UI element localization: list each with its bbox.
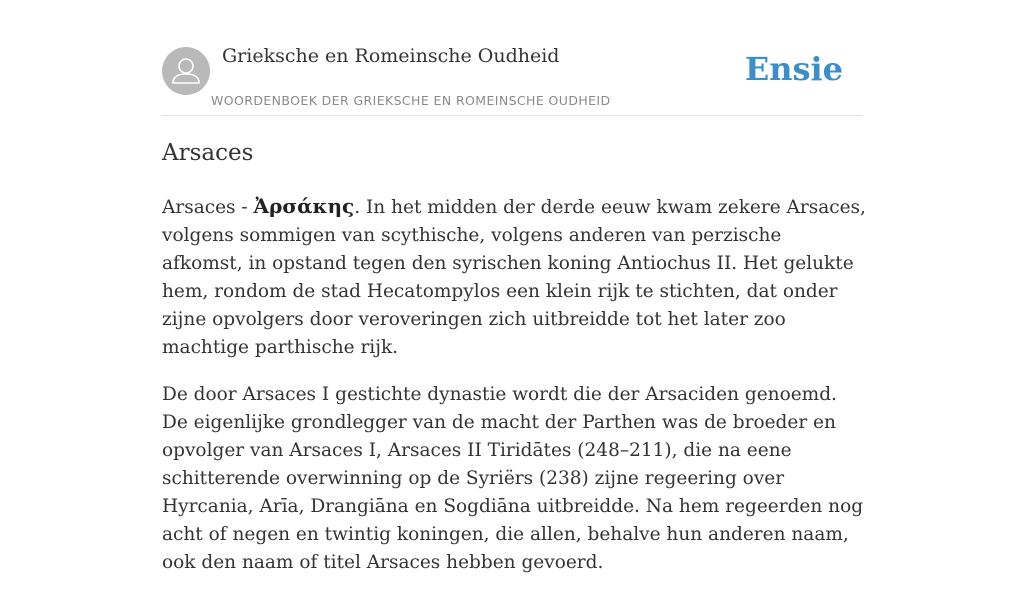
greek-term: Ἀρσάκης — [253, 194, 355, 218]
entry-title: Arsaces — [162, 140, 254, 166]
source-subtitle[interactable]: WOORDENBOEK DER GRIEKSCHE EN ROMEINSCHE OUDHEID — [211, 93, 611, 108]
brand-logo[interactable]: Ensie — [744, 50, 843, 88]
user-silhouette-icon — [162, 47, 210, 95]
article-body — [162, 192, 867, 596]
source-title[interactable]: Grieksche en Romeinsche Oudheid — [222, 45, 560, 67]
paragraph-2: De door Arsaces I gestichte dynastie wordt die der Arsaciden genoemd. De eigenlijke grondlegger van de macht der Parthen was de broeder en opvolger van Arsaces I, Arsaces II Tiridātes (248–211), die na eene schitterende overwinning op de Syriërs (238) zijne regeering over Hyrcania, Arīa, Drangiāna en Sogdiāna uitbreidde. Na hem regeerden nog acht of negen en twintig koningen, die allen, behalve hun anderen naam, ook den naam of titel Arsaces hebben gevoerd. — [162, 384, 864, 573]
paragraph-1-prefix: Arsaces - — [162, 197, 254, 218]
paragraph-1-text: . In het midden der derde eeuw kwam zekere Arsaces, volgens sommigen van scythische, volgens anderen van perzische afkomst, in opstand tegen den syrischen koning Antiochus II. Het gelukte hem, rondom de stad Hecatompylos een klein rijk te stichten, dat onder zijne opvolgers door veroveringen zich uitbreidde tot het later zoo machtige parthische rijk. — [162, 197, 866, 358]
paragraph-1 — [162, 192, 867, 362]
avatar[interactable] — [162, 47, 210, 95]
header-divider — [162, 115, 862, 116]
